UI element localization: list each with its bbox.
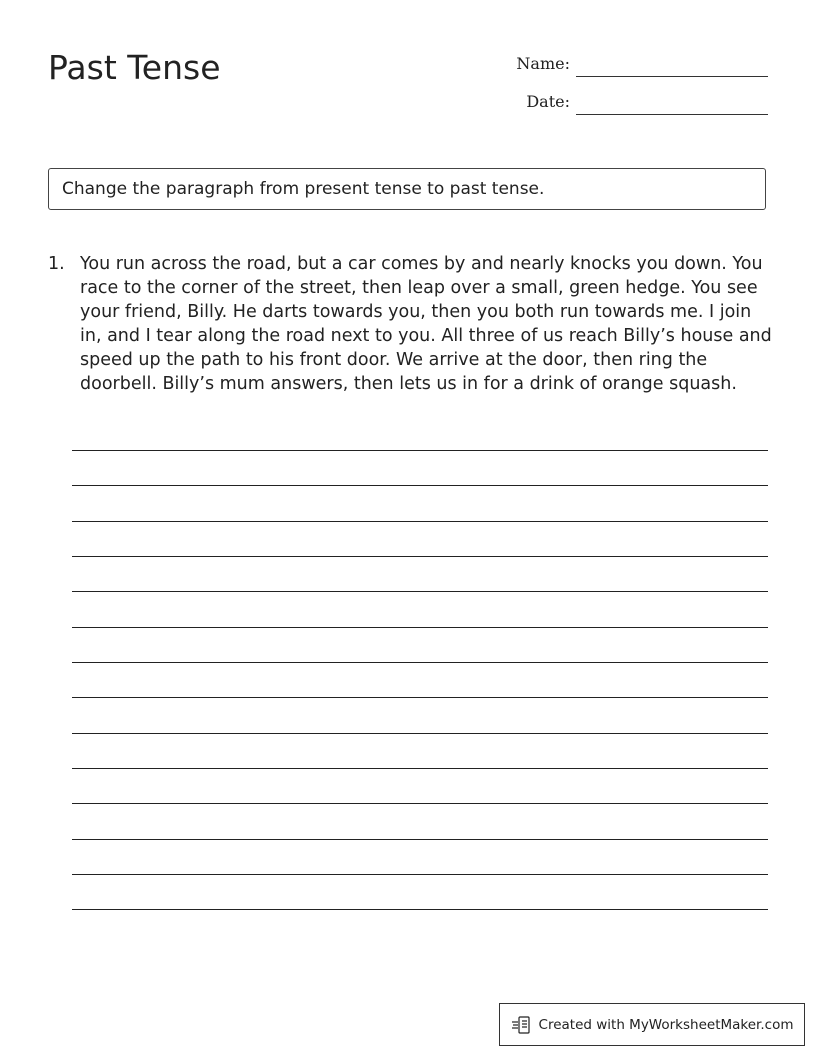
answer-line[interactable] [72,874,768,875]
answer-line[interactable] [72,697,768,698]
answer-line[interactable] [72,521,768,522]
answer-line[interactable] [72,733,768,734]
date-field[interactable] [576,114,768,115]
worksheet-maker-logo-icon [511,1015,533,1035]
answer-line[interactable] [72,803,768,804]
answer-line[interactable] [72,556,768,557]
name-field[interactable] [576,76,768,77]
question-paragraph: You run across the road, but a car comes by and nearly knocks you down. You race to the corner of the street, then leap over a small, green hedge. You see your friend, Billy. He darts towards you, then you both run towards me. I join in, and I tear along the road next to you. All three of us reach Billy’s house and speed up the path to his front door. We arrive at the door, then ring the doorbell. Billy’s mum answers, then lets us in for a drink of orange squash. [80,254,772,394]
date-label: Date: [526,92,570,111]
answer-line[interactable] [72,768,768,769]
answer-line[interactable] [72,485,768,486]
answer-line[interactable] [72,662,768,663]
answer-line[interactable] [72,627,768,628]
answer-line[interactable] [72,450,768,451]
footer-credit-box [499,1003,805,1046]
instructions-box: Change the paragraph from present tense to past tense. [48,168,766,210]
footer-credit-text: Created with MyWorksheetMaker.com [538,1016,794,1033]
name-label: Name: [516,54,570,73]
answer-line[interactable] [72,591,768,592]
page-title: Past Tense [48,48,221,87]
question-number: 1. [48,254,65,274]
answer-line[interactable] [72,909,768,910]
answer-line[interactable] [72,839,768,840]
